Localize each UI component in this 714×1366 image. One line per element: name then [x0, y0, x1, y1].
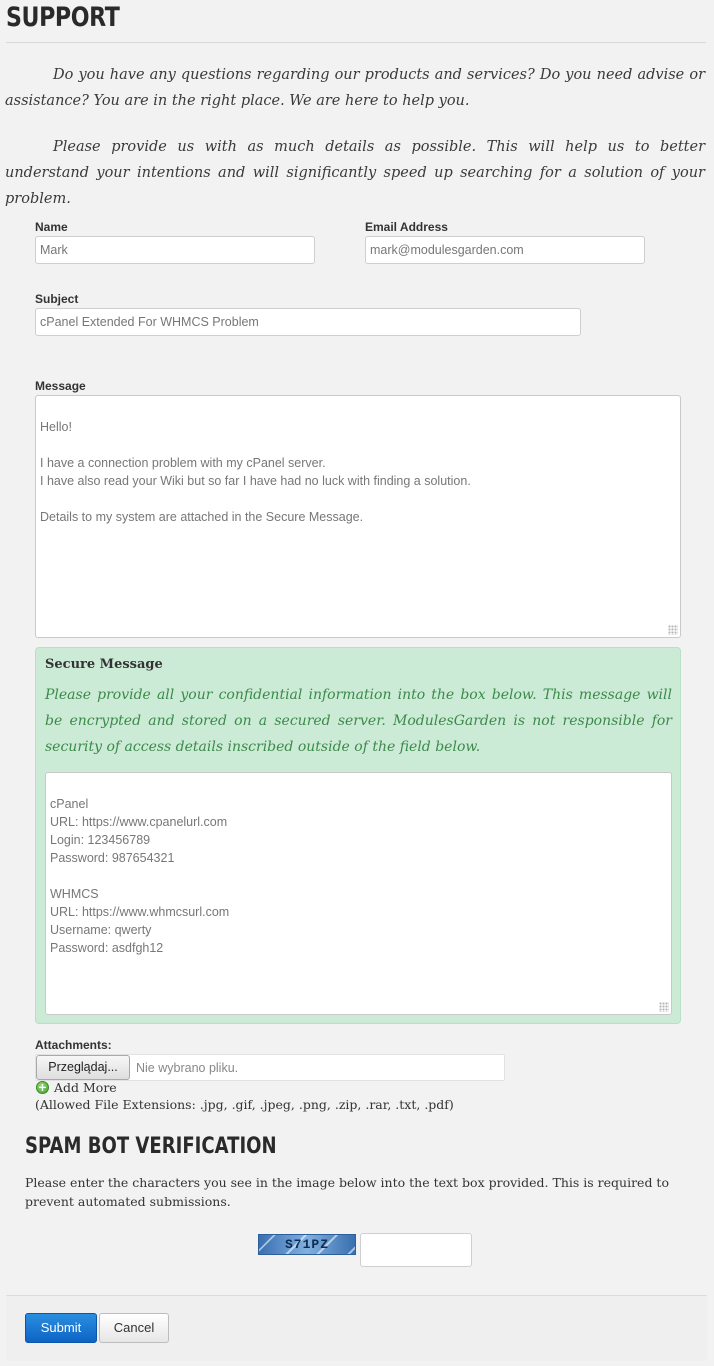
spam-verification-title: SPAM BOT VERIFICATION: [25, 1134, 277, 1159]
intro-paragraph-2: Please provide us with as much details as possible. This will help us to better understand your intentions and will significantly speed up searching for a solution of your problem.: [5, 139, 705, 207]
allowed-extensions: (Allowed File Extensions: .jpg, .gif, .jpeg, .png, .zip, .rar, .txt, .pdf): [35, 1097, 454, 1112]
secure-message-text: cPanel URL: https://www.cpanelurl.com Login: 123456789 Password: 987654321 WHMCS URL: https://www.whmcsurl.com Username: qwerty Password: asdfgh12: [50, 797, 230, 955]
add-more-link[interactable]: [36, 1080, 117, 1095]
subject-input[interactable]: cPanel Extended For WHMCS Problem: [35, 308, 581, 336]
cancel-button[interactable]: Cancel: [99, 1313, 169, 1343]
title-divider: [6, 42, 706, 43]
intro-paragraph-1: Do you have any questions regarding our products and services? Do you need advise or assistance? You are in the right place. We are here to help you.: [5, 67, 705, 109]
file-status: Nie wybrano pliku.: [136, 1061, 239, 1075]
name-label: Name: [35, 220, 68, 234]
secure-message-panel: [35, 647, 681, 1024]
email-input[interactable]: mark@modulesgarden.com: [365, 236, 645, 264]
captcha-input[interactable]: [360, 1233, 472, 1267]
add-more-label: Add More: [54, 1080, 117, 1095]
page-title: SUPPORT: [6, 2, 120, 33]
secure-message-title: Secure Message: [45, 657, 163, 672]
message-label: Message: [35, 379, 86, 393]
plus-circle-icon: +: [37, 1081, 48, 1094]
spam-verification-description: Please enter the characters you see in the image below into the text box provided. This is required to prevent automated submissions.: [25, 1175, 669, 1209]
browse-button[interactable]: Przeglądaj...: [36, 1055, 130, 1080]
subject-label: Subject: [35, 292, 79, 306]
captcha-image: S71PZ: [258, 1234, 356, 1255]
resize-grip-icon[interactable]: [668, 625, 678, 635]
secure-message-textarea[interactable]: [45, 772, 672, 1015]
message-textarea[interactable]: [35, 395, 681, 638]
email-label: Email Address: [365, 220, 448, 234]
name-input[interactable]: Mark: [35, 236, 315, 264]
message-text: Hello! I have a connection problem with my cPanel server. I have also read your Wiki but so far I have had no luck with finding a solution. Details to my system are attached in the Secure Message.: [40, 420, 471, 524]
submit-button[interactable]: Submit: [25, 1313, 97, 1343]
file-input[interactable]: [35, 1054, 505, 1081]
attachments-label: Attachments:: [35, 1038, 112, 1052]
resize-grip-icon[interactable]: [659, 1002, 669, 1012]
secure-message-note: Please provide all your confidential information into the box below. This message will be encrypted and stored on a secured server. ModulesGarden is not responsible for security of access details inscribed outside of the field below.: [45, 687, 672, 755]
